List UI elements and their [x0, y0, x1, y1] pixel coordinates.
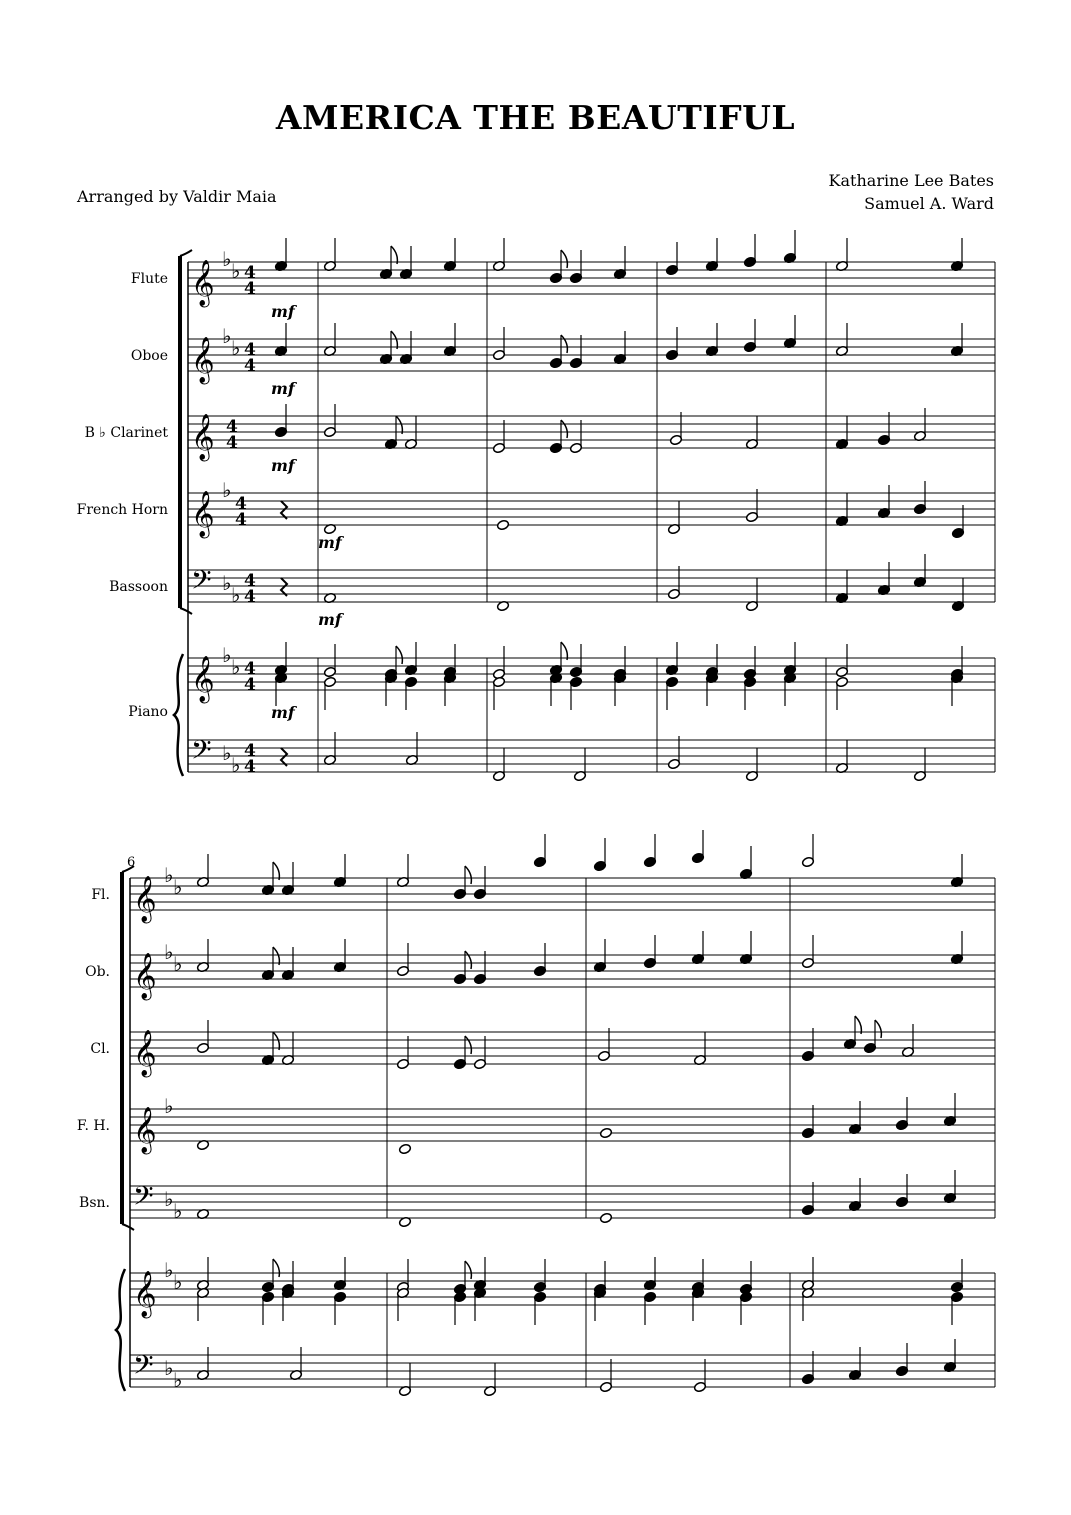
staff2-piano-lh	[130, 1349, 995, 1392]
note	[801, 1105, 814, 1139]
note	[453, 1291, 466, 1325]
note	[443, 672, 456, 706]
note	[643, 935, 656, 969]
note	[745, 416, 758, 450]
note	[533, 943, 546, 977]
note	[901, 1024, 914, 1058]
note	[877, 412, 890, 446]
note	[492, 646, 505, 680]
note	[801, 1351, 814, 1385]
note	[453, 951, 471, 985]
note	[274, 323, 287, 357]
note	[665, 242, 678, 276]
note	[399, 331, 412, 365]
flat-sign: ♭	[231, 259, 241, 283]
note	[404, 676, 417, 710]
note	[323, 732, 336, 766]
bass-clef: 𝄢	[191, 564, 212, 602]
flag	[465, 866, 471, 884]
composer-credit: Samuel A. Ward	[864, 194, 994, 213]
time-signature-top: 4	[244, 340, 256, 360]
note	[950, 931, 963, 965]
note	[599, 1212, 612, 1223]
note	[405, 732, 418, 766]
flat-sign: ♭	[222, 324, 232, 348]
time-signature-top: 4	[244, 571, 256, 591]
flat-sign: ♭	[222, 478, 232, 502]
note	[843, 1016, 861, 1050]
flat-sign: ♭	[164, 1094, 174, 1118]
flag	[391, 331, 397, 349]
note	[835, 676, 848, 710]
note	[569, 250, 582, 284]
note	[549, 672, 562, 706]
note	[895, 1174, 908, 1208]
dynamic-mf: mf	[271, 703, 295, 722]
note	[913, 748, 926, 782]
flat-sign: ♭	[231, 655, 241, 679]
note	[863, 1020, 881, 1054]
note	[643, 1257, 656, 1291]
note	[877, 562, 890, 596]
note	[950, 1291, 963, 1325]
note	[396, 943, 409, 977]
note	[399, 246, 412, 280]
note	[943, 1170, 956, 1204]
notehead	[398, 1143, 411, 1154]
note	[384, 672, 397, 706]
note	[783, 315, 796, 349]
flag	[273, 1259, 279, 1277]
staff-clarinet	[188, 414, 995, 462]
time-signature-bottom: 4	[244, 757, 256, 777]
note	[743, 319, 756, 353]
treble-clef: 𝄞	[133, 953, 157, 999]
time-signature-top: 4	[235, 494, 247, 514]
note	[599, 1127, 612, 1138]
note	[274, 404, 287, 438]
note	[801, 935, 814, 969]
note	[196, 854, 209, 888]
staff-oboe	[188, 324, 995, 385]
label-clarinet: B ♭ Clarinet	[84, 425, 168, 441]
time-signature-bottom: 4	[235, 510, 247, 530]
flag	[273, 947, 279, 965]
note	[261, 947, 279, 981]
measure-number: 6	[127, 855, 136, 870]
note	[950, 238, 963, 272]
flat-sign: ♭	[164, 940, 174, 964]
note	[549, 250, 567, 284]
note	[665, 327, 678, 361]
note	[643, 834, 656, 868]
note	[665, 676, 678, 710]
note	[783, 672, 796, 706]
treble-clef: 𝄞	[191, 414, 215, 460]
note	[473, 1257, 486, 1291]
note	[835, 493, 848, 527]
staff-bassoon	[188, 564, 995, 607]
flag	[561, 335, 567, 353]
note	[473, 866, 486, 900]
note	[404, 642, 417, 676]
note	[573, 748, 586, 782]
label-horn-short: F. H.	[76, 1118, 110, 1134]
note	[613, 672, 626, 706]
note	[693, 1032, 706, 1066]
note	[533, 834, 546, 868]
flat-sign: ♭	[222, 741, 232, 765]
time-signature-bottom: 4	[244, 675, 256, 695]
staff2-piano-rh	[130, 1258, 995, 1319]
note	[274, 238, 287, 272]
flat-sign: ♭	[231, 336, 241, 360]
quarter-rest	[281, 501, 287, 519]
flag	[391, 246, 397, 264]
note	[323, 323, 336, 357]
note	[333, 1291, 346, 1325]
flag	[465, 1261, 471, 1279]
note	[492, 676, 505, 710]
notes	[196, 230, 964, 1397]
note	[745, 748, 758, 782]
note	[848, 1101, 861, 1135]
note	[261, 862, 279, 896]
flat-sign: ♭	[173, 875, 183, 899]
flag	[855, 1016, 861, 1034]
note	[281, 947, 294, 981]
note	[443, 644, 456, 678]
note	[913, 481, 926, 515]
note	[196, 1257, 209, 1291]
note	[739, 931, 752, 965]
dynamic-mf: mf	[318, 610, 342, 629]
time-signature-bottom: 4	[244, 356, 256, 376]
note	[492, 327, 505, 361]
time-signature-bottom: 4	[226, 433, 238, 453]
note	[281, 1287, 294, 1321]
note	[693, 1359, 706, 1393]
treble-clef: 𝄞	[191, 260, 215, 306]
note	[705, 323, 718, 357]
treble-clef: 𝄞	[191, 491, 215, 537]
flag	[396, 646, 402, 664]
note	[569, 335, 582, 369]
bass-clef: 𝄢	[133, 1180, 154, 1218]
note	[943, 1093, 956, 1127]
label-horn: French Horn	[76, 502, 168, 518]
note	[950, 672, 963, 706]
quarter-rest	[281, 748, 287, 766]
note	[274, 642, 287, 676]
note	[398, 1143, 411, 1154]
note	[613, 246, 626, 280]
dynamic-mf: mf	[271, 302, 295, 321]
flag	[465, 1036, 471, 1054]
note	[895, 1097, 908, 1131]
note	[783, 642, 796, 676]
lyricist-credit: Katharine Lee Bates	[828, 171, 994, 190]
flag	[465, 951, 471, 969]
note	[691, 830, 704, 864]
note	[783, 230, 796, 264]
staff-lines	[116, 247, 995, 1392]
note	[261, 1032, 279, 1066]
staff-flute	[188, 247, 995, 308]
note	[835, 570, 848, 604]
note	[323, 644, 336, 678]
time-signature-top: 4	[226, 417, 238, 437]
note	[691, 1259, 704, 1293]
note	[743, 646, 756, 680]
note	[895, 1343, 908, 1377]
note	[333, 854, 346, 888]
label-piano: Piano	[128, 704, 168, 720]
note	[453, 1261, 471, 1295]
note	[835, 416, 848, 450]
note	[835, 323, 848, 357]
label-oboe: Oboe	[130, 348, 168, 364]
note	[533, 1291, 546, 1325]
staff2-oboe	[130, 940, 995, 1001]
flat-sign: ♭	[173, 1199, 183, 1223]
staff2-bassoon	[130, 1180, 995, 1223]
flat-sign: ♭	[164, 1187, 174, 1211]
treble-clef: 𝄞	[191, 337, 215, 383]
note	[396, 854, 409, 888]
note	[398, 1363, 411, 1397]
note	[801, 1257, 814, 1291]
notehead	[496, 519, 509, 530]
note	[196, 1347, 209, 1381]
note	[613, 331, 626, 365]
note	[835, 740, 848, 774]
flat-sign: ♭	[173, 1270, 183, 1294]
note	[396, 1036, 409, 1070]
treble-clef: 𝄞	[133, 1107, 157, 1153]
dynamic-mf: mf	[271, 456, 295, 475]
note	[492, 748, 505, 782]
note	[473, 951, 486, 985]
label-bassoon: Bassoon	[109, 579, 168, 595]
note	[533, 1259, 546, 1293]
note	[669, 412, 682, 446]
note	[950, 1259, 963, 1293]
flat-sign: ♭	[164, 863, 174, 887]
note	[281, 1032, 294, 1066]
note	[705, 238, 718, 272]
notehead	[599, 1212, 612, 1223]
note	[196, 939, 209, 973]
note	[835, 644, 848, 678]
note	[549, 335, 567, 369]
note	[323, 238, 336, 272]
note	[261, 1259, 279, 1293]
piano-brace	[116, 1269, 125, 1391]
note	[913, 408, 926, 442]
flat-sign: ♭	[222, 571, 232, 595]
note	[743, 234, 756, 268]
note	[384, 416, 402, 450]
note	[261, 1291, 274, 1325]
note	[333, 939, 346, 973]
flat-sign: ♭	[164, 1258, 174, 1282]
note	[877, 485, 890, 519]
note	[848, 1347, 861, 1381]
note	[453, 1036, 471, 1070]
label-oboe-short: Ob.	[85, 964, 110, 980]
notehead	[599, 1127, 612, 1138]
note	[196, 1287, 209, 1321]
note	[743, 676, 756, 710]
note	[951, 505, 964, 539]
note	[496, 519, 509, 530]
note	[643, 1291, 656, 1325]
note	[396, 1287, 409, 1321]
note	[801, 834, 814, 868]
note	[323, 676, 336, 710]
note	[705, 644, 718, 678]
note	[593, 838, 606, 872]
note	[549, 420, 567, 454]
note	[667, 736, 680, 770]
time-signature-top: 4	[244, 659, 256, 679]
note	[597, 1028, 610, 1062]
note	[196, 1020, 209, 1054]
note	[691, 931, 704, 965]
treble-clef: 𝄞	[133, 876, 157, 922]
flat-sign: ♭	[164, 1356, 174, 1380]
staff2-flute	[130, 863, 995, 924]
note	[569, 644, 582, 678]
label-flute-short: Fl.	[91, 887, 110, 903]
note	[333, 1257, 346, 1291]
note	[404, 416, 417, 450]
note	[281, 862, 294, 896]
note	[739, 1261, 752, 1295]
note	[835, 238, 848, 272]
flat-sign: ♭	[231, 753, 241, 777]
note	[801, 1287, 814, 1321]
flag	[875, 1020, 881, 1038]
flag	[396, 416, 402, 434]
staff-piano-rh	[188, 643, 995, 704]
bass-clef: 𝄢	[191, 734, 212, 772]
staff-horn	[188, 478, 995, 539]
note	[801, 1182, 814, 1216]
note	[443, 238, 456, 272]
note	[691, 1287, 704, 1321]
treble-clef: 𝄞	[133, 1030, 157, 1076]
note	[473, 1036, 486, 1070]
staff2-clarinet	[130, 1030, 995, 1078]
note	[323, 404, 336, 438]
arranger-credit: Arranged by Valdir Maia	[77, 187, 277, 206]
score-title: AMERICA THE BEAUTIFUL	[275, 98, 796, 137]
quarter-rest	[281, 578, 287, 596]
note	[848, 1178, 861, 1212]
flat-sign: ♭	[222, 643, 232, 667]
note	[274, 672, 287, 706]
treble-clef: 𝄞	[191, 656, 215, 702]
dynamic-mf: mf	[271, 379, 295, 398]
note	[599, 1359, 612, 1393]
note	[473, 1287, 486, 1321]
note	[593, 1287, 606, 1321]
flag	[561, 642, 567, 660]
note	[443, 323, 456, 357]
note	[951, 578, 964, 612]
note	[379, 246, 397, 280]
note	[453, 866, 471, 900]
note	[549, 642, 567, 676]
note	[379, 331, 397, 365]
note	[569, 420, 582, 454]
bass-clef: 𝄢	[133, 1349, 154, 1387]
note	[492, 420, 505, 454]
flat-sign: ♭	[173, 1368, 183, 1392]
note	[705, 672, 718, 706]
note	[593, 939, 606, 973]
flat-sign: ♭	[231, 583, 241, 607]
note	[483, 1363, 496, 1397]
note	[950, 323, 963, 357]
label-flute: Flute	[130, 271, 168, 287]
flag	[273, 1032, 279, 1050]
flag	[273, 862, 279, 880]
time-signature-bottom: 4	[244, 279, 256, 299]
staff-piano-lh	[188, 734, 995, 777]
note	[665, 642, 678, 676]
note	[667, 566, 680, 600]
flag	[561, 420, 567, 438]
note	[739, 1291, 752, 1325]
treble-clef: 𝄞	[133, 1271, 157, 1317]
time-signature-top: 4	[244, 741, 256, 761]
time-signature-top: 4	[244, 263, 256, 283]
note	[801, 1028, 814, 1062]
time-signature-bottom: 4	[244, 587, 256, 607]
note	[396, 1259, 409, 1293]
note	[745, 578, 758, 612]
flag	[561, 250, 567, 268]
note	[492, 238, 505, 272]
note	[943, 1339, 956, 1373]
note	[569, 676, 582, 710]
note	[950, 854, 963, 888]
flat-sign: ♭	[173, 952, 183, 976]
note	[745, 489, 758, 523]
flat-sign: ♭	[222, 247, 232, 271]
dynamic-mf: mf	[318, 533, 342, 552]
note	[739, 846, 752, 880]
label-bassoon-short: Bsn.	[79, 1195, 110, 1211]
note	[913, 554, 926, 588]
staff2-horn	[130, 1094, 995, 1155]
label-clarinet-short: Cl.	[90, 1041, 110, 1057]
note	[667, 501, 680, 535]
piano-brace	[174, 654, 183, 776]
note	[289, 1347, 302, 1381]
